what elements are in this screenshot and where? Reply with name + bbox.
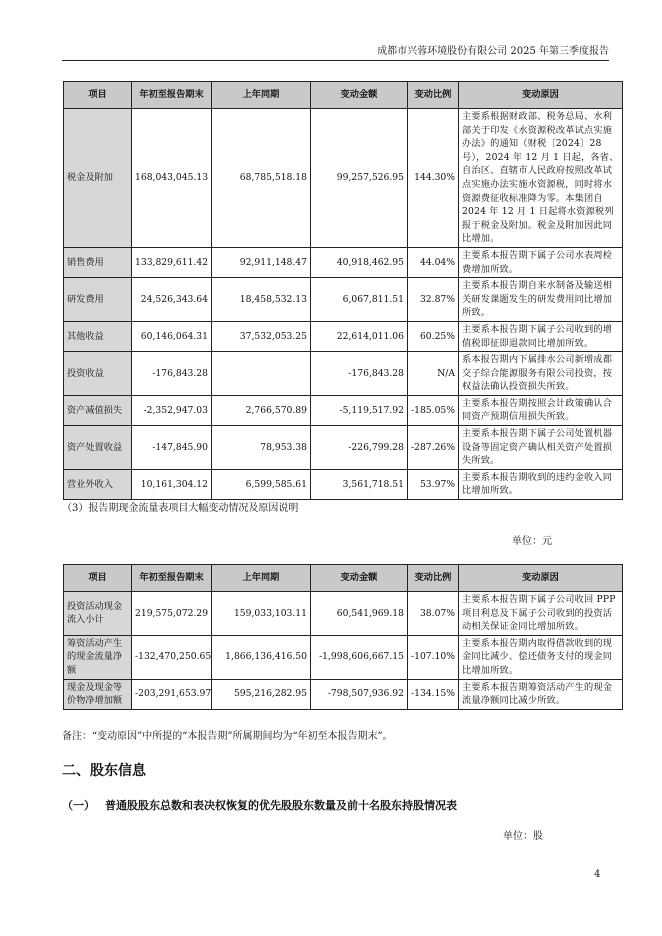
row-ratio: -185.05% [408, 395, 459, 425]
footnote: 备注：“变动原因”中所提的“本报告期”所属期间均为“年初至本报告期末”。 [62, 731, 393, 742]
row-change: 40,918,462.95 [311, 247, 408, 277]
row-prior: 18,458,532.13 [212, 278, 311, 322]
row-reason: 主要系本报告期自来水制备及输送相关研发课题发生的研发费用同比增加所致。 [459, 278, 623, 322]
row-ratio: 44.04% [408, 247, 459, 277]
row-ratio: 38.07% [408, 592, 459, 636]
row-prior: 92,911,148.47 [212, 247, 311, 277]
table-row [64, 635, 623, 679]
table-row [64, 395, 623, 425]
row-ratio: 144.30% [408, 109, 459, 248]
row-current: -203,291,653.97 [132, 679, 212, 709]
row-ratio: -107.10% [408, 635, 459, 679]
row-ratio: N/A [408, 352, 459, 396]
row-ratio: 60.25% [408, 321, 459, 351]
row-item: 其他收益 [64, 321, 132, 351]
row-reason: 主要系本报告期下属子公司处置机器设备等固定资产确认相关资产处置损失所致。 [459, 426, 623, 470]
table-row [64, 469, 623, 499]
row-ratio: -134.15% [408, 679, 459, 709]
header-rule [62, 60, 609, 61]
row-reason: 主要系本报告期下属子公司收到的增值税即征即退款同比增加所致。 [459, 321, 623, 351]
row-current: -2,352,947.03 [132, 395, 212, 425]
section-title-shareholders: 二、股东信息 [62, 763, 146, 779]
row-item: 投资活动现金流入小计 [64, 592, 132, 636]
row-current: 60,146,064.31 [132, 321, 212, 351]
row-reason: 主要系本报告期下属子公司水表周检费增加所致。 [459, 247, 623, 277]
col-header-reason: 变动原因 [459, 565, 623, 592]
subsection-title [62, 797, 457, 813]
col-header-prior: 上年同期 [212, 82, 311, 109]
table-row [64, 426, 623, 470]
row-current: 168,043,045.13 [132, 109, 212, 248]
subsection-number: （一） [62, 799, 95, 812]
row-current: 10,161,304.12 [132, 469, 212, 499]
row-reason: 主要系本报告期筹资活动产生的现金流量净额同比减少所致。 [459, 679, 623, 709]
unit-label: 单位：股 [503, 831, 543, 842]
row-prior: 78,953.38 [212, 426, 311, 470]
row-prior: 6,599,585.61 [212, 469, 311, 499]
row-ratio: -287.26% [408, 426, 459, 470]
row-prior: 2,766,570.89 [212, 395, 311, 425]
table-row [64, 321, 623, 351]
col-header-ratio: 变动比例 [408, 565, 459, 592]
table-header-row [64, 82, 623, 109]
table-row [64, 352, 623, 396]
row-change: -226,799.28 [311, 426, 408, 470]
row-reason: 主要系本报告期收到的违约金收入同比增加所致。 [459, 469, 623, 499]
row-item: 现金及现金等价物净增加额 [64, 679, 132, 709]
table-row [64, 109, 623, 248]
row-ratio: 53.97% [408, 469, 459, 499]
row-current: -132,470,250.65 [132, 635, 212, 679]
page-header: 成都市兴蓉环境股份有限公司 2025 年第三季度报告 [377, 46, 609, 57]
col-header-prior: 上年同期 [212, 565, 311, 592]
row-item: 筹资活动产生的现金流量净额 [64, 635, 132, 679]
col-header-item: 项目 [64, 82, 132, 109]
row-change: 99,257,526.95 [311, 109, 408, 248]
row-item: 税金及附加 [64, 109, 132, 248]
row-item: 资产处置收益 [64, 426, 132, 470]
row-change: -176,843.28 [311, 352, 408, 396]
col-header-current: 年初至报告期末 [132, 565, 212, 592]
col-header-current: 年初至报告期末 [132, 82, 212, 109]
row-prior: 37,532,053.25 [212, 321, 311, 351]
row-reason: 主要系本报告期下属子公司收回 PPP 项目利息及下属子公司收到的投资活动相关保证金同比增加所致。 [459, 592, 623, 636]
row-change: 6,067,811.51 [311, 278, 408, 322]
cashflow-changes-table [63, 564, 623, 710]
row-change: 22,614,011.06 [311, 321, 408, 351]
table-row [64, 679, 623, 709]
row-change: -5,119,517.92 [311, 395, 408, 425]
col-header-reason: 变动原因 [459, 82, 623, 109]
row-current: 133,829,611.42 [132, 247, 212, 277]
subsection-text: 普通股股东总数和表决权恢复的优先股股东数量及前十名股东持股情况表 [105, 799, 457, 812]
table-row [64, 592, 623, 636]
row-item: 销售费用 [64, 247, 132, 277]
row-change: -798,507,936.92 [311, 679, 408, 709]
row-prior: 595,216,282.95 [212, 679, 311, 709]
row-ratio: 32.87% [408, 278, 459, 322]
row-prior: 1,866,136,416.50 [212, 635, 311, 679]
row-change: -1,998,606,667.15 [311, 635, 408, 679]
cashflow-section-title: （3）报告期现金流量表项目大幅变动情况及原因说明 [62, 503, 299, 514]
row-item: 资产减值损失 [64, 395, 132, 425]
row-item: 研发费用 [64, 278, 132, 322]
col-header-change: 变动金额 [311, 565, 408, 592]
row-current: -176,843.28 [132, 352, 212, 396]
row-change: 3,561,718.51 [311, 469, 408, 499]
row-reason: 主要系根据财政部、税务总局、水利部关于印发《水资源税改革试点实施办法》的通知（财税〔2024〕28 号），2024 年 12 月 1 日起，各省、自治区、直辖市人民政府按照改革试点实施办法实施水资源税，同时将水资源费征收标准降为零。本集团自 2024 年 12 月 1 日起将水资源税列报于税金及附加。税金及附加因此同比增加。 [459, 109, 623, 248]
unit-label: 单位：元 [512, 536, 552, 547]
income-statement-changes-table [63, 81, 623, 500]
table-row [64, 247, 623, 277]
row-change: 60,541,969.18 [311, 592, 408, 636]
row-prior: 159,033,103.11 [212, 592, 311, 636]
col-header-item: 项目 [64, 565, 132, 592]
row-reason: 系本报告期内下属排水公司新增成都交子综合能源服务有限公司投资，按权益法确认投资损失所致。 [459, 352, 623, 396]
col-header-change: 变动金额 [311, 82, 408, 109]
page-number: 4 [594, 869, 601, 880]
table-row [64, 278, 623, 322]
row-prior [212, 352, 311, 396]
row-current: 219,575,072.29 [132, 592, 212, 636]
row-item: 投资收益 [64, 352, 132, 396]
table-header-row [64, 565, 623, 592]
row-prior: 68,785,518.18 [212, 109, 311, 248]
row-current: 24,526,343.64 [132, 278, 212, 322]
row-current: -147,845.90 [132, 426, 212, 470]
row-reason: 主要系本报告期按照会计政策确认合同资产预期信用损失所致。 [459, 395, 623, 425]
row-item: 营业外收入 [64, 469, 132, 499]
col-header-ratio: 变动比例 [408, 82, 459, 109]
row-reason: 主要系本报告期内取得借款收到的现金同比减少、偿还债务支付的现金同比增加所致。 [459, 635, 623, 679]
